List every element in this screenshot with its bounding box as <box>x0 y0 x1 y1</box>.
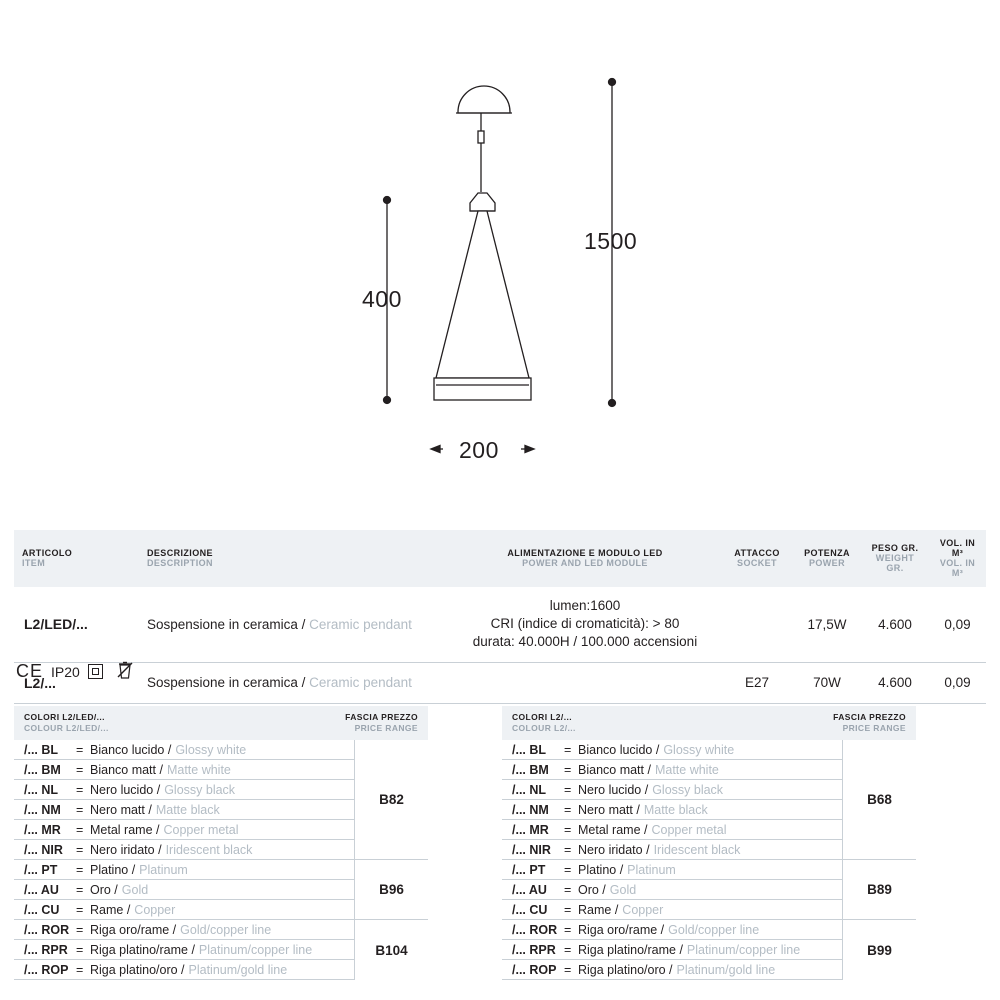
colour-name-en: Copper <box>622 902 664 917</box>
colour-table-header <box>502 706 916 740</box>
equals-sign: = <box>564 762 572 777</box>
colour-name-it: Bianco lucido / <box>90 742 172 757</box>
colour-name-en: Glossy white <box>175 742 247 757</box>
row-description-it: Sospensione in ceramica / <box>147 675 306 691</box>
colour-name-en: Platinum/copper line <box>198 942 313 957</box>
col-header-volume-en: VOL. IN M³ <box>939 558 976 578</box>
row-led-info <box>449 662 721 703</box>
colour-name-it: Nero iridato / <box>578 842 650 857</box>
ce-mark-icon: CE <box>16 661 44 681</box>
row-description-it: Sospensione in ceramica / <box>147 616 306 632</box>
ip-rating-label: IP20 <box>51 663 80 680</box>
equals-sign: = <box>564 862 572 877</box>
row-volume: 0,09 <box>929 662 986 703</box>
list-item <box>502 800 842 820</box>
list-item <box>14 820 354 840</box>
colour-name-it: Nero lucido / <box>578 782 649 797</box>
price-range-value: B96 <box>355 860 428 920</box>
col-header-weight-en: WEIGHT GR. <box>875 553 915 573</box>
colour-name-en: Glossy white <box>663 742 735 757</box>
equals-sign: = <box>564 802 572 817</box>
colour-table-body <box>14 740 428 980</box>
colour-name-en: Gold <box>121 882 149 897</box>
colour-table-led <box>14 706 428 980</box>
col-header-socket-it: ATTACCO <box>734 548 780 558</box>
list-item <box>502 780 842 800</box>
colour-name-it: Metal rame / <box>90 822 160 837</box>
table-row <box>14 587 986 662</box>
equals-sign: = <box>564 822 572 837</box>
equals-sign: = <box>76 942 84 957</box>
list-item <box>502 940 842 960</box>
row-power: 70W <box>793 662 861 703</box>
colour-name-it: Riga oro/rame / <box>578 922 665 937</box>
price-range-value: B104 <box>375 942 408 958</box>
col-header-description-en: DESCRIPTION <box>147 558 213 568</box>
list-item <box>14 740 354 760</box>
colour-code: /... PT <box>512 862 546 877</box>
colour-code: /... ROP <box>512 962 557 977</box>
row-item-code: L2/LED/... <box>14 587 139 662</box>
price-range-column <box>842 740 916 980</box>
colour-name-en: Platinum <box>139 862 188 877</box>
certification-row <box>16 660 133 683</box>
row-led-cri: CRI (indice di cromaticità): > 80 <box>490 616 680 632</box>
price-range-header-it: FASCIA PREZZO <box>345 712 418 723</box>
dimension-label-width: 200 <box>459 437 499 463</box>
colour-code: /... NIR <box>24 842 63 857</box>
colour-name-it: Riga oro/rame / <box>90 922 177 937</box>
colour-name-it: Nero matt / <box>90 802 152 817</box>
colour-name-it: Riga platino/oro / <box>90 962 185 977</box>
colour-name-it: Bianco lucido / <box>578 742 660 757</box>
equals-sign: = <box>564 942 572 957</box>
colour-name-en: Copper metal <box>163 822 239 837</box>
price-range-value: B82 <box>355 740 428 860</box>
list-item <box>14 800 354 820</box>
row-description-en: Ceramic pendant <box>309 675 412 691</box>
equals-sign: = <box>564 742 572 757</box>
colour-header-en: COLOUR L2/LED/... <box>24 723 109 733</box>
col-header-power-en: POWER <box>808 558 845 568</box>
list-item <box>502 920 842 940</box>
col-header-led-it: ALIMENTAZIONE E MODULO LED <box>507 548 663 558</box>
row-weight: 4.600 <box>861 587 929 662</box>
specification-table-header <box>14 530 986 587</box>
col-header-volume <box>929 530 986 587</box>
list-item <box>502 760 842 780</box>
equals-sign: = <box>564 902 572 917</box>
col-header-description-it: DESCRIZIONE <box>147 548 213 558</box>
price-range-value: B99 <box>867 942 892 958</box>
col-header-item-en: ITEM <box>22 558 46 568</box>
colour-name-en: Glossy black <box>164 782 236 797</box>
list-item <box>502 960 842 980</box>
colour-code: /... NL <box>24 782 59 797</box>
specification-table <box>14 530 986 704</box>
list-item <box>14 780 354 800</box>
colour-code: /... CU <box>512 902 548 917</box>
colour-code: /... NM <box>24 802 61 817</box>
colour-header-label <box>24 712 109 733</box>
row-description <box>139 587 449 662</box>
row-led-lifetime: durata: 40.000H / 100.000 accensioni <box>472 634 698 650</box>
colour-name-it: Riga platino/rame / <box>578 942 683 957</box>
weee-bin-svg <box>117 660 133 680</box>
price-range-header-en: PRICE RANGE <box>354 723 418 733</box>
colour-header-it: COLORI L2/LED/... <box>24 712 105 723</box>
list-item <box>14 900 354 920</box>
equals-sign: = <box>76 862 84 877</box>
colour-code: /... BM <box>24 762 61 777</box>
colour-name-it: Nero matt / <box>578 802 640 817</box>
colour-code: /... NIR <box>512 842 551 857</box>
equals-sign: = <box>76 802 84 817</box>
list-item <box>14 860 354 880</box>
colour-table-body <box>502 740 916 980</box>
colour-name-it: Riga platino/rame / <box>90 942 195 957</box>
equals-sign: = <box>76 842 84 857</box>
colour-code: /... BL <box>512 742 547 757</box>
list-item <box>502 820 842 840</box>
colour-name-it: Metal rame / <box>578 822 648 837</box>
row-weight: 4.600 <box>861 662 929 703</box>
colour-name-it: Rame / <box>578 902 619 917</box>
dimension-label-height: 400 <box>362 286 402 312</box>
price-range-header <box>833 712 906 733</box>
colour-code: /... BL <box>24 742 59 757</box>
colour-header-it: COLORI L2/... <box>512 712 572 723</box>
row-description <box>139 662 449 703</box>
list-item <box>14 940 354 960</box>
class-ii-icon <box>88 664 103 679</box>
price-range-header-it: FASCIA PREZZO <box>833 712 906 723</box>
row-led-lumen: lumen:1600 <box>549 598 621 613</box>
colour-name-it: Bianco matt / <box>578 762 651 777</box>
colour-code: /... MR <box>24 822 61 837</box>
equals-sign: = <box>76 882 84 897</box>
list-item <box>502 900 842 920</box>
price-range-header <box>345 712 418 733</box>
colour-code: /... NM <box>512 802 549 817</box>
colour-name-it: Oro / <box>578 882 606 897</box>
equals-sign: = <box>564 782 572 797</box>
colour-code: /... RPR <box>512 942 556 957</box>
row-item-code: L2/... <box>14 662 139 703</box>
col-header-item-it: ARTICOLO <box>22 548 73 558</box>
colour-name-en: Copper <box>134 902 176 917</box>
colour-code: /... ROR <box>512 922 558 937</box>
col-header-weight-it: PESO GR. <box>871 543 919 553</box>
colour-code: /... NL <box>512 782 547 797</box>
colour-name-en: Iridescent black <box>165 842 253 857</box>
price-range-header-en: PRICE RANGE <box>842 723 906 733</box>
colour-name-en: Iridescent black <box>653 842 741 857</box>
colour-name-en: Matte white <box>166 762 231 777</box>
col-header-volume-it: VOL. IN M³ <box>939 538 976 558</box>
equals-sign: = <box>564 842 572 857</box>
weee-crossed-bin-icon <box>117 660 133 683</box>
colour-name-en: Matte black <box>155 802 220 817</box>
colour-name-en: Platinum/copper line <box>686 942 801 957</box>
equals-sign: = <box>76 782 84 797</box>
equals-sign: = <box>76 922 84 937</box>
table-row <box>14 662 986 703</box>
colour-code: /... CU <box>24 902 60 917</box>
price-range-value: B68 <box>843 740 916 860</box>
colour-rows <box>14 740 354 980</box>
colour-code: /... AU <box>24 882 59 897</box>
price-range-column <box>354 740 428 980</box>
col-header-power <box>793 530 861 587</box>
list-item <box>502 880 842 900</box>
equals-sign: = <box>76 822 84 837</box>
col-header-led-en: POWER AND LED MODULE <box>522 558 648 568</box>
colour-name-en: Platinum <box>627 862 676 877</box>
list-item <box>502 860 842 880</box>
colour-table-header <box>14 706 428 740</box>
colour-header-label <box>512 712 576 733</box>
dimension-label-drop: 1500 <box>584 228 638 254</box>
list-item <box>14 840 354 860</box>
list-item <box>14 880 354 900</box>
equals-sign: = <box>76 902 84 917</box>
price-range-value: B89 <box>843 860 916 920</box>
colour-name-en: Glossy black <box>652 782 724 797</box>
colour-code: /... AU <box>512 882 547 897</box>
colour-code: /... ROR <box>24 922 70 937</box>
equals-sign: = <box>76 962 84 977</box>
colour-code: /... BM <box>512 762 549 777</box>
row-socket <box>721 587 793 662</box>
colour-code: /... RPR <box>24 942 68 957</box>
row-led-info <box>449 587 721 662</box>
list-item <box>502 740 842 760</box>
col-header-socket <box>721 530 793 587</box>
row-description-en: Ceramic pendant <box>309 616 412 632</box>
colour-name-en: Matte black <box>643 802 708 817</box>
colour-name-en: Platinum/gold line <box>676 962 776 977</box>
colour-name-it: Bianco matt / <box>90 762 163 777</box>
colour-name-en: Copper metal <box>651 822 727 837</box>
list-item <box>14 760 354 780</box>
list-item <box>502 840 842 860</box>
equals-sign: = <box>564 882 572 897</box>
colour-name-it: Nero iridato / <box>90 842 162 857</box>
colour-name-en: Gold <box>609 882 637 897</box>
equals-sign: = <box>76 762 84 777</box>
colour-name-en: Gold/copper line <box>180 922 272 937</box>
col-header-led <box>449 530 721 587</box>
list-item <box>14 920 354 940</box>
col-header-weight <box>861 530 929 587</box>
equals-sign: = <box>564 962 572 977</box>
equals-sign: = <box>76 742 84 757</box>
colour-name-it: Platino / <box>90 862 136 877</box>
col-header-power-it: POTENZA <box>804 548 850 558</box>
colour-rows <box>502 740 842 980</box>
colour-name-it: Riga platino/oro / <box>578 962 673 977</box>
colour-name-it: Rame / <box>90 902 131 917</box>
col-header-description <box>139 530 449 587</box>
row-socket: E27 <box>721 662 793 703</box>
colour-code: /... PT <box>24 862 58 877</box>
colour-name-it: Platino / <box>578 862 624 877</box>
colour-name-it: Nero lucido / <box>90 782 161 797</box>
colour-table-standard <box>502 706 916 980</box>
row-volume: 0,09 <box>929 587 986 662</box>
colour-name-en: Gold/copper line <box>668 922 760 937</box>
colour-name-en: Platinum/gold line <box>188 962 288 977</box>
list-item <box>14 960 354 980</box>
col-header-item <box>14 530 139 587</box>
row-power: 17,5W <box>793 587 861 662</box>
colour-name-en: Matte white <box>654 762 719 777</box>
col-header-socket-en: SOCKET <box>737 558 777 568</box>
colour-code: /... ROP <box>24 962 69 977</box>
colour-header-en: COLOUR L2/... <box>512 723 576 733</box>
equals-sign: = <box>564 922 572 937</box>
colour-name-it: Oro / <box>90 882 118 897</box>
colour-code: /... MR <box>512 822 549 837</box>
